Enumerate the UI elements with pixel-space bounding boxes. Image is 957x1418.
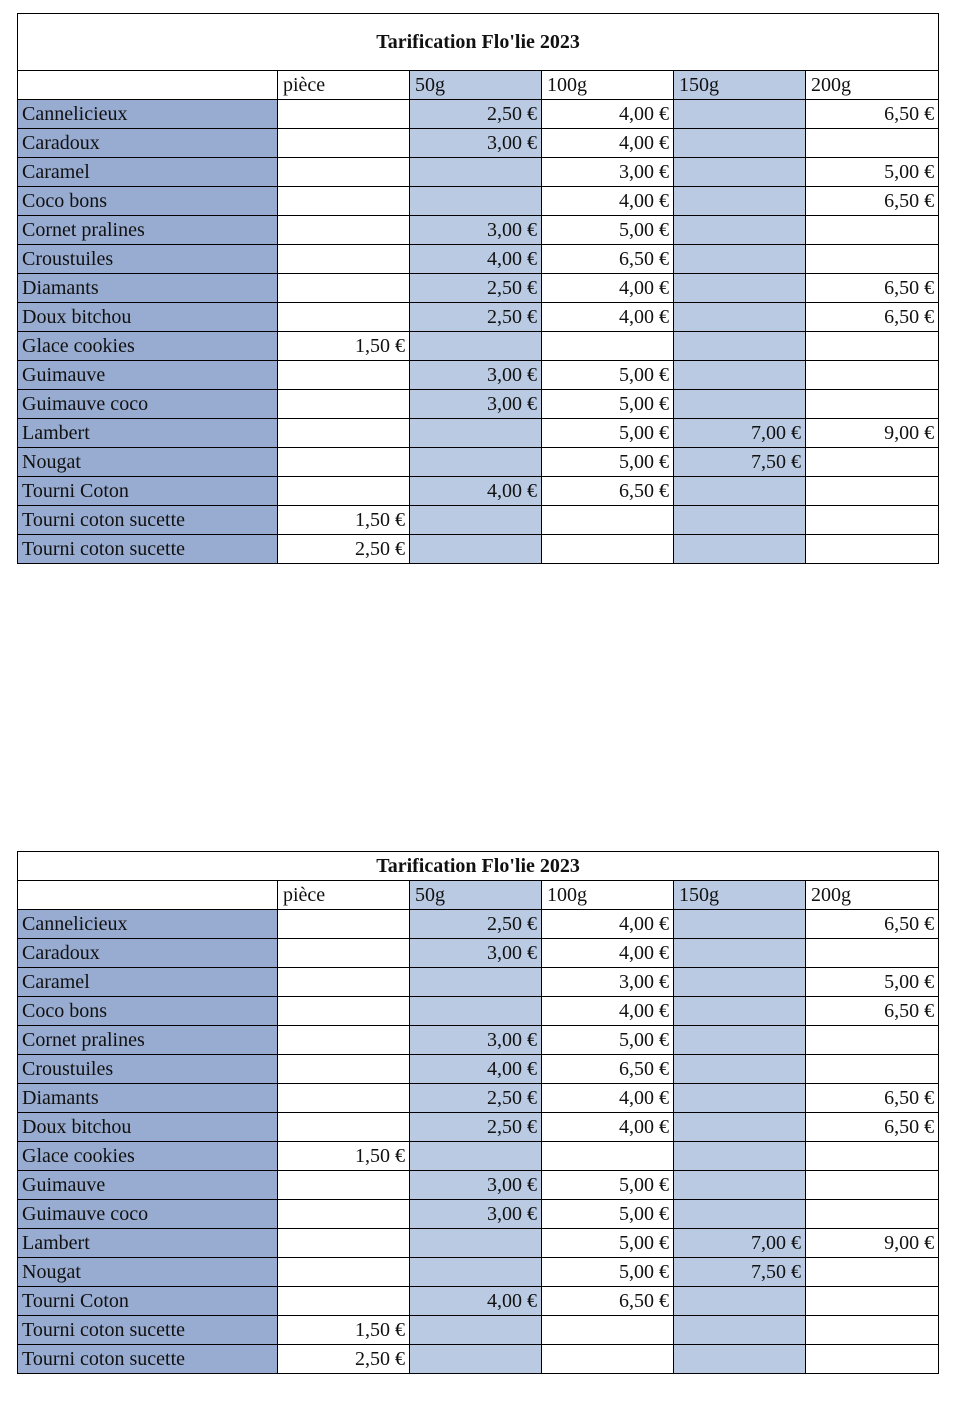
price-cell: 6,50 €	[806, 303, 939, 332]
price-cell	[674, 506, 806, 535]
price-cell: 2,50 €	[410, 303, 542, 332]
price-cell: 2,50 €	[278, 535, 410, 564]
price-cell	[674, 1055, 806, 1084]
table-row	[18, 216, 939, 245]
price-cell	[806, 245, 939, 274]
price-cell	[674, 129, 806, 158]
price-cell	[674, 303, 806, 332]
product-name-cell: Nougat	[18, 448, 278, 477]
price-cell	[674, 1200, 806, 1229]
price-cell	[278, 158, 410, 187]
price-cell	[278, 187, 410, 216]
price-cell	[674, 1026, 806, 1055]
price-cell	[806, 939, 939, 968]
price-cell	[542, 1142, 674, 1171]
table-row	[18, 1113, 939, 1142]
price-cell	[278, 390, 410, 419]
table-row	[18, 303, 939, 332]
table-row	[18, 535, 939, 564]
table-row	[18, 419, 939, 448]
product-name-cell: Guimauve coco	[18, 390, 278, 419]
price-cell	[278, 1055, 410, 1084]
price-cell	[806, 535, 939, 564]
product-name-cell: Cannelicieux	[18, 910, 278, 939]
price-cell: 4,00 €	[542, 997, 674, 1026]
price-cell	[410, 506, 542, 535]
column-header: pièce	[278, 71, 410, 100]
price-cell	[674, 390, 806, 419]
price-cell	[278, 1113, 410, 1142]
price-cell: 6,50 €	[542, 477, 674, 506]
table-title: Tarification Flo'lie 2023	[18, 852, 939, 881]
price-cell	[806, 390, 939, 419]
product-name-cell: Tourni coton sucette	[18, 506, 278, 535]
column-header: 150g	[674, 881, 806, 910]
product-name-cell: Tourni coton sucette	[18, 1316, 278, 1345]
table-row	[18, 1171, 939, 1200]
price-cell: 2,50 €	[410, 1113, 542, 1142]
price-cell	[806, 1345, 939, 1374]
column-header: 200g	[806, 71, 939, 100]
price-cell	[674, 997, 806, 1026]
price-cell: 1,50 €	[278, 332, 410, 361]
table-row	[18, 361, 939, 390]
product-name-cell: Guimauve	[18, 361, 278, 390]
price-cell: 2,50 €	[410, 100, 542, 129]
price-cell	[278, 910, 410, 939]
price-cell	[278, 448, 410, 477]
price-cell: 1,50 €	[278, 1316, 410, 1345]
price-cell: 3,00 €	[542, 968, 674, 997]
price-cell: 6,50 €	[806, 100, 939, 129]
price-cell	[674, 1084, 806, 1113]
table-row	[18, 939, 939, 968]
price-cell: 3,00 €	[410, 390, 542, 419]
price-cell	[410, 1229, 542, 1258]
price-cell	[410, 187, 542, 216]
table-row	[18, 477, 939, 506]
header-corner-cell	[18, 881, 278, 910]
price-cell: 5,00 €	[542, 1200, 674, 1229]
price-cell: 5,00 €	[542, 216, 674, 245]
price-cell	[278, 1229, 410, 1258]
price-cell: 3,00 €	[410, 939, 542, 968]
price-cell: 5,00 €	[542, 419, 674, 448]
price-cell: 7,00 €	[674, 419, 806, 448]
price-cell: 6,50 €	[806, 187, 939, 216]
header-corner-cell	[18, 71, 278, 100]
product-name-cell: Tourni coton sucette	[18, 535, 278, 564]
price-cell	[278, 939, 410, 968]
price-cell	[278, 129, 410, 158]
product-name-cell: Doux bitchou	[18, 1113, 278, 1142]
price-cell	[806, 448, 939, 477]
price-cell: 2,50 €	[410, 910, 542, 939]
price-cell	[278, 361, 410, 390]
column-header: 50g	[410, 71, 542, 100]
price-cell: 6,50 €	[542, 245, 674, 274]
product-name-cell: Coco bons	[18, 187, 278, 216]
price-cell	[278, 274, 410, 303]
table-row	[18, 1200, 939, 1229]
price-cell	[278, 477, 410, 506]
product-name-cell: Nougat	[18, 1258, 278, 1287]
price-cell	[806, 1171, 939, 1200]
table-row	[18, 1055, 939, 1084]
price-cell	[806, 477, 939, 506]
table-row	[18, 390, 939, 419]
price-cell	[278, 100, 410, 129]
price-cell: 3,00 €	[410, 1171, 542, 1200]
column-header: 100g	[542, 881, 674, 910]
price-cell: 5,00 €	[542, 1026, 674, 1055]
price-cell	[674, 1287, 806, 1316]
price-cell	[806, 129, 939, 158]
price-cell	[674, 910, 806, 939]
table-row	[18, 129, 939, 158]
price-table-1	[17, 13, 938, 564]
price-cell	[410, 1258, 542, 1287]
product-name-cell: Lambert	[18, 419, 278, 448]
price-cell	[278, 968, 410, 997]
price-cell: 4,00 €	[542, 274, 674, 303]
table-row	[18, 1229, 939, 1258]
price-cell	[806, 216, 939, 245]
product-name-cell: Caramel	[18, 158, 278, 187]
price-cell: 5,00 €	[542, 390, 674, 419]
column-header: pièce	[278, 881, 410, 910]
price-cell	[278, 1026, 410, 1055]
price-cell: 4,00 €	[410, 1055, 542, 1084]
price-cell: 1,50 €	[278, 1142, 410, 1171]
price-cell	[410, 1316, 542, 1345]
price-cell: 6,50 €	[806, 910, 939, 939]
price-cell	[674, 1345, 806, 1374]
price-cell: 5,00 €	[542, 361, 674, 390]
product-name-cell: Diamants	[18, 1084, 278, 1113]
price-cell	[674, 1171, 806, 1200]
price-cell	[278, 216, 410, 245]
price-cell	[806, 361, 939, 390]
price-cell	[410, 332, 542, 361]
table-title: Tarification Flo'lie 2023	[18, 14, 939, 71]
table-row	[18, 997, 939, 1026]
product-name-cell: Tourni coton sucette	[18, 1345, 278, 1374]
price-cell	[410, 1142, 542, 1171]
product-name-cell: Guimauve	[18, 1171, 278, 1200]
price-cell	[674, 245, 806, 274]
table-row	[18, 1084, 939, 1113]
price-cell	[542, 1345, 674, 1374]
price-cell	[674, 939, 806, 968]
table-row	[18, 968, 939, 997]
price-cell	[410, 997, 542, 1026]
price-cell: 6,50 €	[806, 1113, 939, 1142]
price-cell: 6,50 €	[806, 274, 939, 303]
price-cell	[674, 1142, 806, 1171]
table-row	[18, 448, 939, 477]
price-cell	[806, 1055, 939, 1084]
price-cell: 9,00 €	[806, 419, 939, 448]
price-cell	[410, 448, 542, 477]
price-cell	[674, 477, 806, 506]
product-name-cell: Cornet pralines	[18, 216, 278, 245]
table-row	[18, 1142, 939, 1171]
product-name-cell: Croustuiles	[18, 245, 278, 274]
price-cell	[278, 245, 410, 274]
product-name-cell: Croustuiles	[18, 1055, 278, 1084]
price-cell	[674, 332, 806, 361]
price-cell	[806, 1200, 939, 1229]
price-cell: 4,00 €	[542, 939, 674, 968]
price-cell: 2,50 €	[278, 1345, 410, 1374]
price-cell: 7,50 €	[674, 448, 806, 477]
price-cell	[410, 419, 542, 448]
column-header: 50g	[410, 881, 542, 910]
price-cell	[674, 1316, 806, 1345]
product-name-cell: Tourni Coton	[18, 477, 278, 506]
price-cell: 5,00 €	[542, 448, 674, 477]
table-row	[18, 1026, 939, 1055]
product-name-cell: Caradoux	[18, 129, 278, 158]
price-cell	[278, 1084, 410, 1113]
price-cell: 1,50 €	[278, 506, 410, 535]
table-row	[18, 1258, 939, 1287]
price-cell	[674, 187, 806, 216]
price-cell	[674, 216, 806, 245]
price-cell: 7,00 €	[674, 1229, 806, 1258]
price-cell	[542, 535, 674, 564]
column-header: 100g	[542, 71, 674, 100]
price-cell: 3,00 €	[410, 129, 542, 158]
price-cell	[410, 968, 542, 997]
price-cell	[410, 1345, 542, 1374]
price-cell	[674, 158, 806, 187]
price-cell: 4,00 €	[542, 100, 674, 129]
price-cell: 5,00 €	[806, 968, 939, 997]
price-cell: 2,50 €	[410, 274, 542, 303]
price-cell	[806, 1316, 939, 1345]
table-row	[18, 100, 939, 129]
table-row	[18, 1316, 939, 1345]
price-cell	[806, 1026, 939, 1055]
product-name-cell: Coco bons	[18, 997, 278, 1026]
product-name-cell: Glace cookies	[18, 1142, 278, 1171]
price-cell	[806, 1287, 939, 1316]
price-cell	[278, 419, 410, 448]
price-cell: 6,50 €	[542, 1055, 674, 1084]
price-cell: 3,00 €	[410, 1200, 542, 1229]
table-row	[18, 274, 939, 303]
table-row	[18, 158, 939, 187]
price-cell	[542, 332, 674, 361]
price-cell	[542, 1316, 674, 1345]
product-name-cell: Doux bitchou	[18, 303, 278, 332]
title-row	[18, 14, 939, 71]
price-cell	[806, 332, 939, 361]
product-name-cell: Cannelicieux	[18, 100, 278, 129]
price-cell: 4,00 €	[542, 187, 674, 216]
price-cell	[278, 1287, 410, 1316]
price-cell: 4,00 €	[410, 245, 542, 274]
table-row	[18, 1287, 939, 1316]
price-cell	[674, 274, 806, 303]
price-cell	[410, 535, 542, 564]
table-row	[18, 1345, 939, 1374]
price-cell	[278, 303, 410, 332]
price-cell	[674, 361, 806, 390]
product-name-cell: Caradoux	[18, 939, 278, 968]
product-name-cell: Diamants	[18, 274, 278, 303]
price-cell: 4,00 €	[542, 1113, 674, 1142]
header-row	[18, 881, 939, 910]
price-cell: 6,50 €	[806, 997, 939, 1026]
price-table-2	[17, 851, 938, 1374]
table-row	[18, 506, 939, 535]
price-table	[17, 851, 939, 1374]
price-cell: 6,50 €	[542, 1287, 674, 1316]
price-cell	[806, 1142, 939, 1171]
price-cell: 3,00 €	[410, 216, 542, 245]
price-cell: 2,50 €	[410, 1084, 542, 1113]
price-cell: 3,00 €	[410, 361, 542, 390]
price-cell	[806, 1258, 939, 1287]
price-cell	[674, 968, 806, 997]
table-row	[18, 187, 939, 216]
column-header: 150g	[674, 71, 806, 100]
table-row	[18, 910, 939, 939]
price-cell: 5,00 €	[806, 158, 939, 187]
product-name-cell: Lambert	[18, 1229, 278, 1258]
title-row	[18, 852, 939, 881]
price-cell	[674, 100, 806, 129]
product-name-cell: Tourni Coton	[18, 1287, 278, 1316]
price-cell: 5,00 €	[542, 1229, 674, 1258]
price-cell	[674, 535, 806, 564]
price-cell: 4,00 €	[542, 910, 674, 939]
table-row	[18, 332, 939, 361]
price-cell: 7,50 €	[674, 1258, 806, 1287]
price-cell: 4,00 €	[542, 129, 674, 158]
price-cell	[674, 1113, 806, 1142]
table-row	[18, 245, 939, 274]
price-cell	[806, 506, 939, 535]
price-cell: 4,00 €	[410, 1287, 542, 1316]
price-cell: 4,00 €	[542, 1084, 674, 1113]
price-cell	[542, 506, 674, 535]
price-table	[17, 13, 939, 564]
price-cell	[278, 1171, 410, 1200]
price-cell: 5,00 €	[542, 1171, 674, 1200]
header-row	[18, 71, 939, 100]
price-cell: 3,00 €	[542, 158, 674, 187]
product-name-cell: Cornet pralines	[18, 1026, 278, 1055]
price-cell	[278, 997, 410, 1026]
price-cell: 4,00 €	[542, 303, 674, 332]
price-cell: 4,00 €	[410, 477, 542, 506]
price-cell	[278, 1258, 410, 1287]
price-cell: 3,00 €	[410, 1026, 542, 1055]
product-name-cell: Caramel	[18, 968, 278, 997]
price-cell	[410, 158, 542, 187]
product-name-cell: Glace cookies	[18, 332, 278, 361]
column-header: 200g	[806, 881, 939, 910]
price-cell: 9,00 €	[806, 1229, 939, 1258]
price-cell	[278, 1200, 410, 1229]
price-cell: 6,50 €	[806, 1084, 939, 1113]
price-cell: 5,00 €	[542, 1258, 674, 1287]
product-name-cell: Guimauve coco	[18, 1200, 278, 1229]
